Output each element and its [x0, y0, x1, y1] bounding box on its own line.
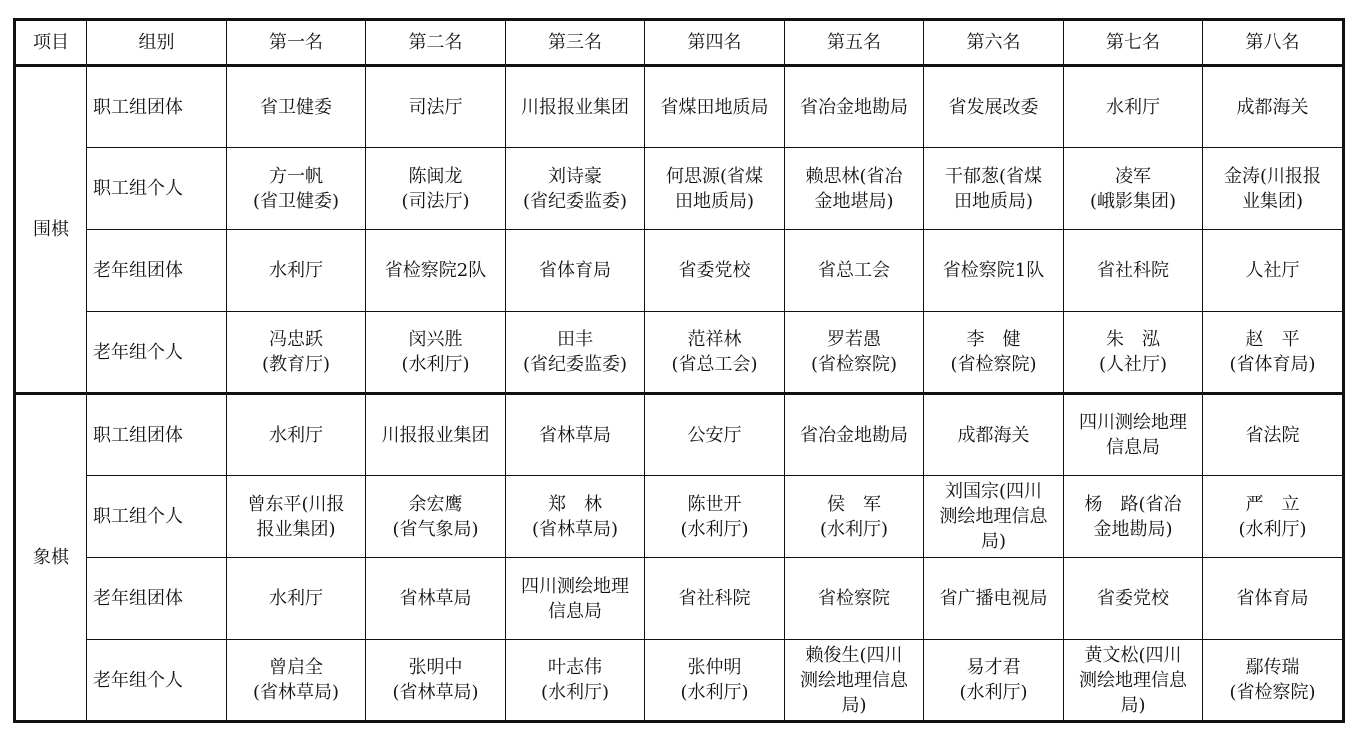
- cell-text-line: 郑 林: [548, 493, 602, 515]
- cell-text-line: (省体育局): [1229, 354, 1316, 375]
- rank-cell: [1203, 558, 1344, 640]
- cell-text-line: 干郁葱(省煤: [944, 165, 1043, 187]
- cell-text-line: 省委党校: [1097, 588, 1169, 609]
- rank-cell: [1203, 66, 1344, 148]
- column-header: 第二名: [366, 20, 506, 66]
- cell-text-line: 省委党校: [678, 260, 751, 281]
- rank-cell: [506, 558, 645, 640]
- cell-text-line: 金涛(川报报: [1223, 165, 1322, 187]
- cell-text-line: 测绘地理信息: [939, 506, 1048, 527]
- rank-cell: [924, 558, 1064, 640]
- table-row: [15, 394, 1344, 476]
- cell-text-line: 赵 平: [1245, 329, 1300, 350]
- project-cell: 围棋: [15, 66, 87, 394]
- column-header: 第八名: [1203, 20, 1344, 66]
- cell-text-line: 赖俊生(四川: [805, 644, 903, 666]
- rank-cell: [1203, 312, 1344, 394]
- cell-text-line: 司法厅: [408, 96, 463, 118]
- rank-cell: [227, 230, 366, 312]
- rank-cell: [924, 148, 1064, 230]
- cell-text-line: 省检察院: [818, 588, 890, 609]
- cell-text-line: (省纪委监委): [522, 354, 628, 375]
- rank-cell: [506, 230, 645, 312]
- cell-text-line: 李 健: [966, 329, 1021, 350]
- rank-cell: [506, 640, 645, 722]
- cell-text-line: 水利厅: [269, 588, 323, 609]
- group-cell: 职工组团体: [87, 394, 227, 476]
- cell-text-line: 侯 军: [827, 493, 881, 515]
- rank-cell: [366, 66, 506, 148]
- cell-text-line: 四川测绘地理: [521, 575, 629, 597]
- cell-text-line: (省检察院): [950, 354, 1037, 375]
- group-cell: 职工组个人: [87, 148, 227, 230]
- rank-cell: [366, 640, 506, 722]
- rank-cell: [924, 476, 1064, 558]
- rank-cell: [366, 476, 506, 558]
- rank-cell: [227, 558, 366, 640]
- rank-cell: [645, 230, 785, 312]
- cell-text-line: (水利厅): [1238, 518, 1307, 540]
- column-header: 第一名: [227, 20, 366, 66]
- cell-text-line: 金地勘局): [1093, 518, 1173, 540]
- rank-cell: [366, 230, 506, 312]
- rank-cell: [366, 558, 506, 640]
- cell-text-line: 省广播电视局: [939, 588, 1048, 609]
- cell-text-line: 局): [1120, 694, 1146, 716]
- rank-cell: [506, 148, 645, 230]
- cell-text-line: 曾启全: [269, 657, 323, 678]
- cell-text-line: 省法院: [1245, 424, 1300, 446]
- rank-cell: [645, 476, 785, 558]
- rank-cell: [785, 312, 924, 394]
- cell-text-line: 局): [980, 531, 1007, 552]
- rank-cell: [924, 230, 1064, 312]
- rank-cell: [506, 476, 645, 558]
- rank-cell: [1203, 394, 1344, 476]
- group-cell: 老年组团体: [87, 230, 227, 312]
- cell-text-line: 成都海关: [1236, 96, 1309, 118]
- rank-cell: [506, 312, 645, 394]
- rank-cell: [1064, 476, 1203, 558]
- rank-cell: [1203, 640, 1344, 722]
- cell-text-line: 田地质局): [953, 190, 1034, 212]
- header-row: [15, 20, 1344, 66]
- table-row: [15, 148, 1344, 230]
- cell-text-line: 测绘地理信息: [800, 669, 908, 691]
- rank-cell: [785, 558, 924, 640]
- cell-text-line: (省纪委监委): [522, 190, 628, 212]
- cell-text-line: 陈闽龙: [408, 165, 463, 187]
- cell-text-line: 省冶金地勘局: [800, 96, 908, 118]
- cell-text-line: 省体育局: [539, 260, 611, 281]
- cell-text-line: 省林草局: [539, 424, 611, 446]
- cell-text-line: (水利厅): [540, 682, 610, 703]
- rank-cell: [924, 312, 1064, 394]
- rank-cell: [506, 66, 645, 148]
- cell-text-line: 严 立: [1245, 493, 1300, 515]
- rank-cell: [1064, 394, 1203, 476]
- rank-cell: [1064, 558, 1203, 640]
- cell-text-line: 刘国宗(四川: [944, 481, 1043, 502]
- cell-text-line: 水利厅: [269, 260, 323, 281]
- cell-text-line: 水利厅: [1106, 96, 1160, 118]
- rank-cell: [366, 394, 506, 476]
- rank-cell: [227, 394, 366, 476]
- cell-text-line: (水利厅): [680, 682, 749, 703]
- column-header: 第七名: [1064, 20, 1203, 66]
- table-row: [15, 230, 1344, 312]
- cell-text-line: 省社科院: [1097, 260, 1169, 281]
- cell-text-line: 省社科院: [678, 588, 751, 609]
- rank-cell: [785, 476, 924, 558]
- rank-cell: [227, 66, 366, 148]
- cell-text-line: 川报报业集团: [521, 96, 629, 118]
- rank-cell: [924, 66, 1064, 148]
- table-row: [15, 558, 1344, 640]
- rank-cell: [227, 476, 366, 558]
- group-cell: 职工组团体: [87, 66, 227, 148]
- cell-text-line: 杨 路(省冶: [1084, 493, 1182, 515]
- rank-cell: [1064, 148, 1203, 230]
- rank-cell: [366, 312, 506, 394]
- rank-cell: [924, 394, 1064, 476]
- cell-text-line: 金地堪局): [814, 190, 894, 212]
- table-row: [15, 312, 1344, 394]
- cell-text-line: (省林草局): [392, 682, 479, 703]
- cell-text-line: 闵兴胜: [408, 329, 463, 350]
- cell-text-line: 张明中: [408, 657, 463, 678]
- cell-text-line: 凌军: [1115, 165, 1151, 187]
- cell-text-line: 鄢传瑞: [1245, 657, 1300, 678]
- column-header: 组别: [87, 20, 227, 66]
- cell-text-line: 信息局: [548, 600, 602, 622]
- cell-text-line: 测绘地理信息: [1079, 669, 1187, 691]
- table-row: [15, 640, 1344, 722]
- rank-cell: [1064, 230, 1203, 312]
- cell-text-line: 省检察院2队: [384, 260, 487, 281]
- cell-text-line: 四川测绘地理: [1079, 412, 1187, 433]
- rank-cell: [227, 148, 366, 230]
- cell-text-line: 省冶金地勘局: [800, 424, 908, 446]
- rank-cell: [227, 312, 366, 394]
- cell-text-line: 叶志伟: [548, 657, 602, 678]
- rank-cell: [227, 640, 366, 722]
- group-cell: 职工组个人: [87, 476, 227, 558]
- cell-text-line: 成都海关: [957, 424, 1030, 446]
- cell-text-line: 陈世开: [687, 493, 742, 515]
- cell-text-line: 省林草局: [399, 588, 472, 609]
- cell-text-line: 业集团): [1241, 190, 1304, 212]
- cell-text-line: 张仲明: [687, 657, 742, 678]
- rank-cell: [785, 640, 924, 722]
- cell-text-line: 赖思林(省冶: [805, 165, 903, 187]
- cell-text-line: 何思源(省煤: [665, 165, 764, 187]
- table-row: [15, 66, 1344, 148]
- rank-cell: [645, 148, 785, 230]
- cell-text-line: (省检察院): [810, 354, 898, 375]
- cell-text-line: 省总工会: [818, 260, 890, 281]
- cell-text-line: 田地质局): [674, 190, 755, 212]
- cell-text-line: (省林草局): [531, 518, 619, 540]
- cell-text-line: 曾东平(川报: [247, 493, 345, 515]
- cell-text-line: (司法厅): [401, 190, 470, 212]
- rank-cell: [645, 312, 785, 394]
- rank-cell: [366, 148, 506, 230]
- cell-text-line: 水利厅: [269, 424, 323, 446]
- rank-cell: [1203, 230, 1344, 312]
- rank-cell: [645, 394, 785, 476]
- cell-text-line: 信息局: [1106, 437, 1160, 458]
- cell-text-line: 省发展改委: [948, 96, 1039, 118]
- rank-cell: [1203, 476, 1344, 558]
- rank-cell: [785, 230, 924, 312]
- cell-text-line: 方一帆: [269, 165, 323, 187]
- column-header: 第六名: [924, 20, 1064, 66]
- rank-cell: [506, 394, 645, 476]
- column-header: 第五名: [785, 20, 924, 66]
- cell-text-line: (水利厅): [959, 682, 1028, 703]
- rank-cell: [785, 148, 924, 230]
- cell-text-line: 田丰: [557, 329, 593, 350]
- cell-text-line: 人社厅: [1245, 260, 1300, 281]
- cell-text-line: 刘诗豪: [548, 165, 602, 187]
- cell-text-line: 范祥林: [687, 329, 742, 350]
- rank-cell: [785, 66, 924, 148]
- group-cell: 老年组团体: [87, 558, 227, 640]
- rank-cell: [785, 394, 924, 476]
- cell-text-line: 省煤田地质局: [660, 96, 769, 118]
- cell-text-line: 黄文松(四川: [1084, 644, 1182, 666]
- cell-text-line: 罗若愚: [827, 329, 881, 350]
- cell-text-line: (省卫健委): [252, 190, 340, 212]
- rank-cell: [645, 66, 785, 148]
- column-header: 项目: [15, 20, 87, 66]
- group-cell: 老年组个人: [87, 312, 227, 394]
- group-cell: 老年组个人: [87, 640, 227, 722]
- table-body: [15, 66, 1344, 722]
- cell-text-line: 省体育局: [1236, 588, 1309, 609]
- cell-text-line: (峨影集团): [1089, 190, 1177, 212]
- cell-text-line: 易才君: [966, 657, 1021, 678]
- cell-text-line: (省气象局): [392, 518, 479, 540]
- rank-cell: [1064, 312, 1203, 394]
- cell-text-line: (水利厅): [401, 354, 470, 375]
- cell-text-line: (人社厅): [1098, 354, 1168, 375]
- cell-text-line: (水利厅): [819, 518, 889, 540]
- cell-text-line: 公安厅: [687, 424, 742, 446]
- rank-cell: [1203, 148, 1344, 230]
- rank-cell: [1064, 66, 1203, 148]
- rank-cell: [924, 640, 1064, 722]
- cell-text-line: 局): [841, 694, 867, 716]
- cell-text-line: 川报报业集团: [381, 424, 490, 446]
- project-cell: 象棋: [15, 394, 87, 722]
- cell-text-line: (省检察院): [1229, 682, 1316, 703]
- table-row: [15, 476, 1344, 558]
- rank-cell: [645, 640, 785, 722]
- rank-cell: [645, 558, 785, 640]
- cell-text-line: 冯忠跃: [269, 329, 323, 350]
- rank-cell: [1064, 640, 1203, 722]
- cell-text-line: (省林草局): [252, 682, 340, 703]
- cell-text-line: (省总工会): [671, 354, 758, 375]
- cell-text-line: 省检察院1队: [942, 260, 1045, 281]
- cell-text-line: 朱 泓: [1106, 329, 1160, 350]
- column-header: 第四名: [645, 20, 785, 66]
- column-header: 第三名: [506, 20, 645, 66]
- cell-text-line: (教育厅): [261, 354, 331, 375]
- cell-text-line: 余宏鹰: [408, 493, 463, 515]
- cell-text-line: (水利厅): [680, 518, 749, 540]
- results-table: [13, 18, 1345, 723]
- cell-text-line: 省卫健委: [260, 96, 332, 118]
- cell-text-line: 报业集团): [256, 518, 336, 540]
